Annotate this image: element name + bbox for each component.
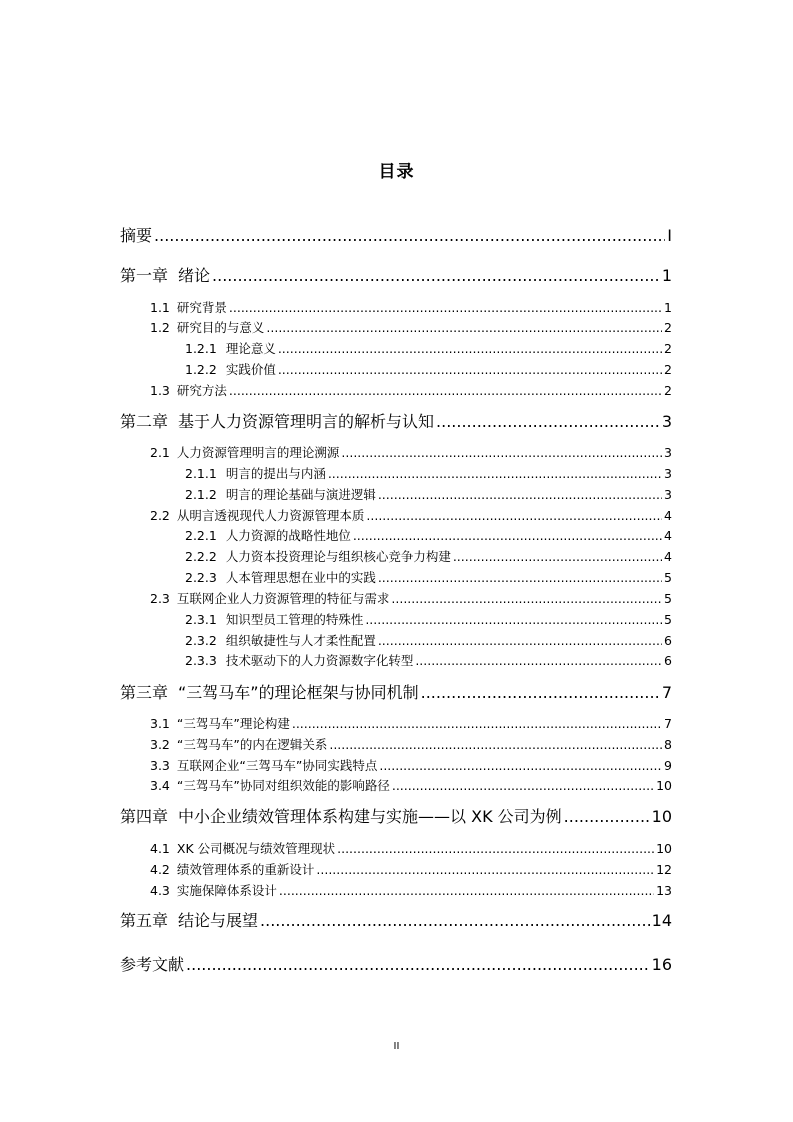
toc-entry-text: 从明言透视现代人力资源管理本质 — [176, 508, 365, 523]
dot-leader — [378, 569, 662, 587]
toc-entry-page: 10 — [656, 841, 672, 856]
toc-entry-text: 互联网企业“三驾马车”协同实践特点 — [176, 758, 378, 773]
toc-entry-1-2[interactable] — [150, 319, 672, 337]
toc-entry-references[interactable] — [120, 954, 672, 976]
dot-leader — [378, 632, 662, 650]
toc-entry-text: 实践价值 — [225, 362, 276, 377]
toc-entry-number: 4.3 — [150, 883, 170, 898]
toc-entry-1-3[interactable] — [150, 382, 672, 400]
toc-entry-number: 第三章 — [120, 683, 169, 702]
toc-entry-page: 2 — [664, 362, 672, 377]
toc-entry-page: 2 — [664, 341, 672, 356]
toc-entry-number: 2.3 — [150, 591, 170, 606]
dot-leader — [366, 507, 662, 525]
dot-leader — [329, 736, 662, 754]
toc-entry-page: 4 — [664, 528, 672, 543]
toc-entry-4-2[interactable] — [150, 861, 672, 879]
toc-entry-page: 6 — [664, 653, 672, 668]
dot-leader — [453, 548, 662, 566]
toc-entry-chapter-4[interactable] — [120, 806, 672, 828]
dot-leader — [260, 910, 650, 932]
toc-entry-1-1[interactable] — [150, 299, 672, 317]
toc-entry-number: 4.1 — [150, 841, 170, 856]
page-number: II — [393, 1041, 400, 1052]
toc-entry-text: 实施保障体系设计 — [176, 883, 277, 898]
dot-leader — [353, 527, 662, 545]
toc-entry-text: 知识型员工管理的特殊性 — [225, 612, 364, 627]
toc-entry-2-1[interactable] — [150, 444, 672, 462]
toc-entry-page: 10 — [651, 807, 672, 826]
toc-entry-text: 绩效管理体系的重新设计 — [176, 862, 315, 877]
toc-entry-abstract[interactable] — [120, 225, 672, 247]
toc-entry-page: 6 — [664, 633, 672, 648]
dot-leader — [186, 954, 650, 976]
toc-entry-number: 第一章 — [120, 266, 169, 285]
toc-entry-number: 2.1.2 — [185, 487, 217, 502]
dot-leader — [316, 861, 654, 879]
toc-entry-2-2-2[interactable] — [185, 548, 672, 566]
toc-entry-text: 研究目的与意义 — [176, 320, 265, 335]
dot-leader — [292, 715, 662, 733]
toc-entry-text: XK 公司概况与绩效管理现状 — [176, 841, 336, 856]
toc-entry-text: “三驾马车”协同对组织效能的影响路径 — [176, 778, 390, 793]
toc-entry-text: “三驾马车”理论构建 — [176, 716, 290, 731]
toc-entry-page: 3 — [664, 445, 672, 460]
toc-entry-text: 研究方法 — [176, 383, 227, 398]
toc-entry-3-1[interactable] — [150, 715, 672, 733]
dot-leader — [379, 757, 662, 775]
dot-leader — [229, 299, 662, 317]
toc-entry-page: 2 — [664, 383, 672, 398]
dot-leader — [278, 340, 662, 358]
dot-leader — [337, 840, 654, 858]
toc-entry-page: 16 — [651, 955, 672, 974]
toc-entry-text: 人力资本投资理论与组织核心竞争力构建 — [225, 549, 451, 564]
toc-entry-page: 5 — [664, 570, 672, 585]
dot-leader — [278, 361, 662, 379]
toc-entry-number: 1.1 — [150, 300, 170, 315]
toc-entry-text: 互联网企业人力资源管理的特征与需求 — [176, 591, 390, 606]
toc-entry-page: 1 — [661, 266, 672, 285]
dot-leader — [436, 411, 660, 433]
toc-entry-text: 人力资源的战略性地位 — [225, 528, 351, 543]
toc-entry-number: 2.2 — [150, 508, 170, 523]
toc-entry-text: 绪论 — [178, 266, 211, 285]
toc-entry-page: 7 — [664, 716, 672, 731]
toc-entry-2-2[interactable] — [150, 507, 672, 525]
toc-entry-chapter-1[interactable] — [120, 265, 672, 287]
toc-entry-page: 9 — [664, 758, 672, 773]
dot-leader — [266, 319, 662, 337]
toc-entry-number: 2.2.1 — [185, 528, 217, 543]
toc-entry-2-3[interactable] — [150, 590, 672, 608]
toc-entry-number: 2.3.3 — [185, 653, 217, 668]
toc-entry-number: 1.2 — [150, 320, 170, 335]
toc-entry-number: 1.2.1 — [185, 341, 217, 356]
toc-entry-number: 1.3 — [150, 383, 170, 398]
dot-leader — [564, 806, 650, 828]
toc-entry-text: 人力资源管理明言的理论溯源 — [176, 445, 340, 460]
toc-entry-chapter-3[interactable] — [120, 682, 672, 704]
toc-entry-chapter-5[interactable] — [120, 910, 672, 932]
toc-entry-number: 2.1 — [150, 445, 170, 460]
toc-entry-4-3[interactable] — [150, 882, 672, 900]
toc-entry-number: 2.2.2 — [185, 549, 217, 564]
dot-leader — [341, 444, 662, 462]
toc-entry-1-2-1[interactable] — [185, 340, 672, 358]
dot-leader — [212, 265, 660, 287]
toc-entry-number: 2.3.2 — [185, 633, 217, 648]
toc-entry-page: 7 — [661, 683, 672, 702]
toc-entry-number: 3.4 — [150, 778, 170, 793]
toc-entry-text: 明言的提出与内涵 — [225, 466, 326, 481]
toc-entry-page: 4 — [664, 549, 672, 564]
toc-entry-page: 3 — [661, 412, 672, 431]
toc-entry-number: 4.2 — [150, 862, 170, 877]
dot-leader — [378, 486, 662, 504]
toc-entry-2-3-3[interactable] — [185, 652, 672, 670]
toc-entry-2-2-3[interactable] — [185, 569, 672, 587]
toc-entry-text: 组织敏捷性与人才柔性配置 — [225, 633, 376, 648]
toc-entry-page: 3 — [664, 487, 672, 502]
toc-entry-text: 研究背景 — [176, 300, 227, 315]
toc-entry-text: “三驾马车”的内在逻辑关系 — [176, 737, 328, 752]
dot-leader — [328, 465, 662, 483]
toc-entry-page: 1 — [664, 300, 672, 315]
toc-entry-text: 基于人力资源管理明言的解析与认知 — [178, 412, 435, 431]
toc-entry-2-1-1[interactable] — [185, 465, 672, 483]
toc-entry-page: I — [667, 226, 672, 245]
dot-leader — [391, 590, 662, 608]
toc-entry-page: 12 — [656, 862, 672, 877]
dot-leader — [392, 777, 654, 795]
toc-entry-number: 第四章 — [120, 807, 169, 826]
toc-entry-page: 14 — [651, 911, 672, 930]
toc-entry-text: 理论意义 — [225, 341, 276, 356]
dot-leader — [229, 382, 662, 400]
toc-entry-2-1-2[interactable] — [185, 486, 672, 504]
toc-entry-number: 2.3.1 — [185, 612, 217, 627]
toc-entry-text: “三驾马车”的理论框架与协同机制 — [178, 683, 419, 702]
toc-entry-page: 10 — [656, 778, 672, 793]
toc-entry-4-1[interactable] — [150, 840, 672, 858]
toc-entry-3-3[interactable] — [150, 757, 672, 775]
toc-entry-number: 1.2.2 — [185, 362, 217, 377]
toc-entry-text: 中小企业绩效管理体系构建与实施——以 XK 公司为例 — [178, 807, 562, 826]
toc-entry-number: 3.3 — [150, 758, 170, 773]
toc-entry-2-3-2[interactable] — [185, 632, 672, 650]
toc-entry-number: 3.1 — [150, 716, 170, 731]
toc-entry-number: 2.1.1 — [185, 466, 217, 481]
toc-entry-page: 5 — [664, 612, 672, 627]
toc-entry-page: 13 — [656, 883, 672, 898]
toc-entry-3-4[interactable] — [150, 777, 672, 795]
toc-entry-2-3-1[interactable] — [185, 611, 672, 629]
toc-entry-page: 4 — [664, 508, 672, 523]
toc-entry-text: 人本管理思想在业中的实践 — [225, 570, 376, 585]
toc-entry-text: 明言的理论基础与演进逻辑 — [225, 487, 376, 502]
toc-entry-number: 3.2 — [150, 737, 170, 752]
dot-leader — [415, 652, 662, 670]
toc-entry-2-2-1[interactable] — [185, 527, 672, 545]
toc-entry-page: 2 — [664, 320, 672, 335]
toc-entry-page: 3 — [664, 466, 672, 481]
toc-entry-number: 第二章 — [120, 412, 169, 431]
toc-entry-text: 技术驱动下的人力资源数字化转型 — [225, 653, 414, 668]
toc-entry-text: 参考文献 — [120, 955, 185, 974]
dot-leader — [421, 682, 660, 704]
toc-entry-number: 第五章 — [120, 911, 169, 930]
toc-entry-page: 5 — [664, 591, 672, 606]
dot-leader — [365, 611, 662, 629]
dot-leader — [279, 882, 654, 900]
toc-entry-number: 2.2.3 — [185, 570, 217, 585]
toc-entry-3-2[interactable] — [150, 736, 672, 754]
toc-entry-page: 8 — [664, 737, 672, 752]
toc-title: 目录 — [378, 162, 415, 182]
toc-entry-1-2-2[interactable] — [185, 361, 672, 379]
dot-leader — [154, 225, 665, 247]
toc-entry-text: 结论与展望 — [178, 911, 259, 930]
toc-entry-chapter-2[interactable] — [120, 411, 672, 433]
toc-entry-text: 摘要 — [120, 226, 153, 245]
